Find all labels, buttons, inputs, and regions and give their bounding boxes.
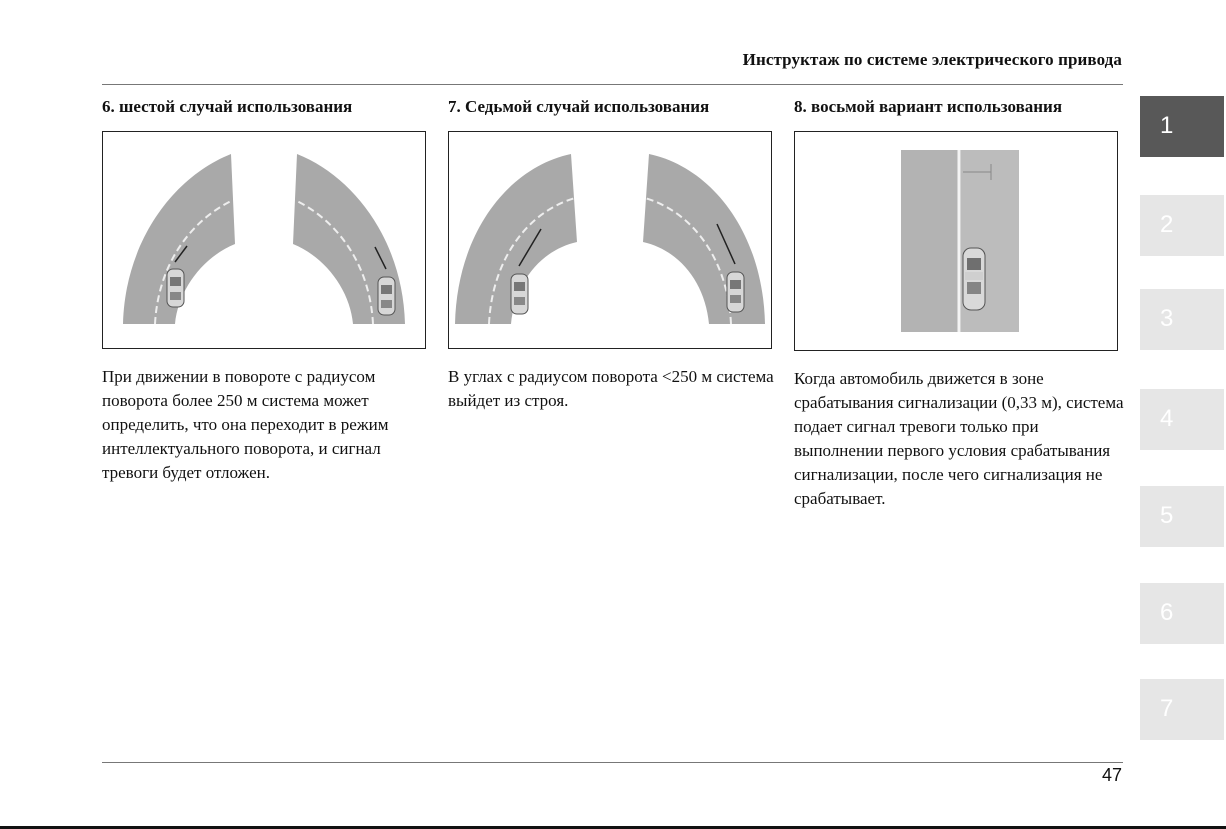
chapter-tab-4[interactable]: 4 (1140, 389, 1224, 450)
use-case-7-description: В углах с радиусом поворота <250 м система выйдет из строя. (448, 367, 774, 410)
page-header-title: Инструктаж по системе электрического привода (742, 50, 1122, 69)
use-case-6-heading: 6. шестой случай использования (102, 97, 353, 116)
use-case-6-description: При движении в повороте с радиусом поворота более 250 м система может определить, что она переходит в режим интеллектуального поворота, и сигнал тревоги будет отложен. (102, 367, 389, 482)
chapter-tab-3[interactable]: 3 (1140, 289, 1224, 350)
footer-divider (102, 762, 1123, 763)
chapter-tab-5[interactable]: 5 (1140, 486, 1224, 547)
use-case-8-heading: 8. восьмой вариант использования (794, 97, 1063, 116)
use-case-6 (102, 96, 432, 485)
straight-road-diagram (795, 132, 1117, 350)
use-case-7-figure (448, 131, 772, 349)
chapter-tab-1[interactable]: 1 (1140, 96, 1224, 157)
page-number: 47 (1101, 765, 1122, 785)
use-case-8-figure (794, 131, 1118, 351)
car-icon (167, 269, 184, 307)
use-case-8-description: Когда автомобиль движется в зоне срабатывания сигнализации (0,33 м), система подает сигнал тревоги только при выполнении первого условия срабатывания сигнализации, после чего сигнализация не срабатывает. (794, 369, 1124, 508)
car-icon (511, 274, 528, 314)
use-case-7 (448, 96, 778, 413)
car-icon (963, 248, 985, 310)
chapter-tab-2[interactable]: 2 (1140, 195, 1224, 256)
header-divider (102, 84, 1123, 85)
curved-road-diagram (103, 132, 425, 348)
chapter-tab-7[interactable]: 7 (1140, 679, 1224, 740)
sharp-curve-road-diagram (449, 132, 771, 348)
chapter-tab-6[interactable]: 6 (1140, 583, 1224, 644)
use-case-7-heading: 7. Седьмой случай использования (448, 97, 710, 116)
car-icon (727, 272, 744, 312)
use-case-6-figure (102, 131, 426, 349)
use-case-8 (794, 96, 1124, 511)
car-icon (378, 277, 395, 315)
